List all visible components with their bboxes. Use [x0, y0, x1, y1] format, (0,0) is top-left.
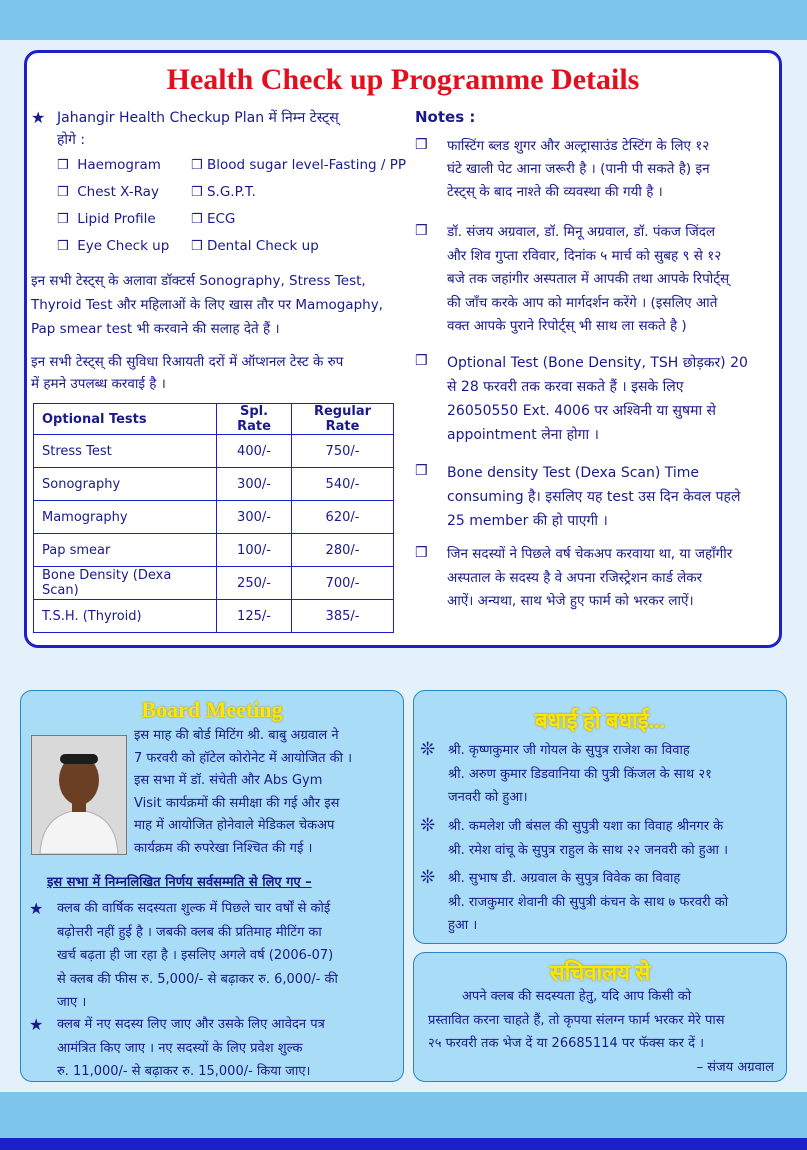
board-meeting-title: Board Meeting: [141, 697, 283, 722]
test-name-cell: Bone Density (Dexa Scan): [34, 567, 217, 600]
regular-rate-cell: 280/-: [292, 534, 394, 567]
note-line: अस्पताल के सदस्य है वे अपना रजिस्ट्रेशन कार्ड लेकर: [447, 569, 703, 586]
note-line: जिन सदस्यों ने पिछले वर्ष चेकअप करवाया था, या जहाँगीर: [447, 546, 733, 562]
checkbox-icon: ❒: [415, 545, 428, 561]
checkbox-icon: ❒: [57, 185, 69, 200]
checkbox-icon: ❒: [415, 137, 428, 153]
test-item: [191, 208, 406, 235]
note-item: [415, 221, 779, 339]
facility-line: में हमने उपलब्ध करवाई है ।: [31, 376, 166, 392]
star-icon: ★: [31, 108, 46, 127]
test-item: [191, 181, 406, 208]
checkbox-icon: ❒: [415, 223, 428, 239]
facility-paragraph: [31, 351, 411, 395]
intro-line: 7 फरवरी को हॉटेल कोरोनेट में आयोजित की ।: [134, 750, 353, 766]
table-row: [34, 435, 394, 468]
congrats-line: जनवरी को हुआ।: [448, 790, 528, 805]
checkbox-icon: ❒: [57, 158, 69, 173]
table-row: [34, 567, 394, 600]
star-icon: ★: [29, 1015, 44, 1034]
table-row: [34, 501, 394, 534]
test-label: Lipid Profile: [77, 211, 156, 227]
note-line: फास्टिंग ब्लड शुगर और अल्ट्रासाउंड टेस्टिंग के लिए १२: [447, 138, 710, 154]
test-name-cell: Pap smear: [34, 534, 217, 567]
special-rate-cell: 125/-: [217, 600, 292, 633]
test-item: [191, 235, 406, 262]
test-name-cell: T.S.H. (Thyroid): [34, 600, 217, 633]
congrats-line: श्री. रमेश वांचू के सुपुत्र राहुल के साथ २२ जनवरी को हुआ ।: [448, 842, 729, 858]
checkbox-icon: ❒: [191, 212, 203, 227]
congrats-line: श्री. अरुण कुमार डिडवानिया की पुत्री किंजल के साथ २१: [448, 766, 712, 782]
congratulations-panel: [413, 690, 787, 944]
congrats-item: [420, 815, 784, 862]
intro-line: Visit कार्यक्रमों की समीक्षा की गई और इस: [134, 795, 340, 811]
test-item: [191, 154, 406, 181]
test-item: [57, 154, 169, 181]
congrats-item: [420, 867, 784, 938]
note-line: की जाँच करके आप को मार्गदर्शन करेंगे । (इसलिए आते: [447, 294, 718, 311]
special-rate-cell: 300/-: [217, 468, 292, 501]
checkbox-icon: ❒: [57, 239, 69, 254]
decisions-heading: इस सभा में निम्नलिखित निर्णय सर्वसम्मति से लिए गए –: [47, 875, 312, 890]
table-row: [34, 600, 394, 633]
congrats-line: श्री. राजकुमार शेवानी की सुपुत्री कंचन के साथ ७ फरवरी को: [448, 894, 729, 910]
decision-line: बढ़ोत्तरी नहीं हुई है । जबकी क्लब की प्रतिमाह मीटिंग का: [57, 924, 322, 940]
test-label: Eye Check up: [77, 238, 170, 254]
note-line: घंटे खाली पेट आना जरूरी है । (पानी पी सकते है) इन: [447, 161, 710, 177]
special-rate-cell: 400/-: [217, 435, 292, 468]
plan-intro-line2: होगे :: [57, 132, 86, 148]
signature: – संजय अग्रवाल: [696, 1059, 774, 1075]
note-line: बजे तक जहांगीर अस्पताल में आपकी तथा आपके रिपोर्ट्स्: [447, 271, 730, 287]
flower-icon: ❊: [420, 739, 436, 760]
table-header-row: [34, 404, 394, 435]
intro-line: इस सभा में डॉ. संचेती और Abs Gym: [134, 773, 323, 788]
note-line: आऐं। अन्यथा, साथ भेजे हुए फार्म को भरकर लाऐं।: [447, 593, 694, 609]
test-label: Haemogram: [77, 157, 161, 173]
bottom-strip: [0, 1138, 807, 1150]
star-icon: ★: [29, 899, 44, 918]
decision-line: खर्च बढ़ता ही जा रहा है । इसलिए अगले वर्ष (2006-07): [57, 948, 334, 963]
note-line: से 28 फरवरी तक करवा सकते हैं । इसके लिए: [447, 379, 684, 395]
advice-line: Thyroid Test और महिलाओं के लिए खास तौर पर Mamogaphy,: [31, 297, 383, 313]
table-row: [34, 468, 394, 501]
message-line: २५ फरवरी तक भेज दें या 26685114 पर फॅक्स कर दें ।: [428, 1036, 705, 1051]
column-header: Optional Tests: [34, 404, 217, 435]
note-line: Optional Test (Bone Density, TSH छोड़कर) 20: [447, 355, 748, 371]
test-name-cell: Mamography: [34, 501, 217, 534]
intro-line: इस माह की बोर्ड मिटिंग श्री. बाबु अग्रवाल ने: [134, 728, 339, 743]
congrats-item: [420, 739, 784, 810]
column-header: Regular Rate: [292, 404, 394, 435]
regular-rate-cell: 385/-: [292, 600, 394, 633]
flower-icon: ❊: [420, 867, 436, 888]
decision-item: [27, 897, 401, 1015]
regular-rate-cell: 700/-: [292, 567, 394, 600]
regular-rate-cell: 540/-: [292, 468, 394, 501]
decision-item: [27, 1013, 401, 1084]
note-item: [415, 351, 779, 447]
message-line: प्रस्तावित करना चाहते हैं, तो कृपया संलग्न फार्म भरकर मेरे पास: [428, 1012, 725, 1028]
note-line: और शिव गुप्ता रविवार, दिनांक ५ मार्च को सुबह ९ से १२: [447, 247, 722, 264]
test-item: [57, 181, 169, 208]
test-item: [57, 235, 169, 262]
note-line: appointment लेना होगा ।: [447, 427, 599, 443]
member-photo: [31, 735, 127, 855]
intro-line: माह में आयोजित होनेवाले मेडिकल चेकअप: [134, 818, 335, 833]
congrats-line: श्री. कृष्णकुमार जी गोयल के सुपुत्र राजेश का विवाह: [448, 743, 690, 758]
message-line: अपने क्लब की सदस्यता हेतु, यदि आप किसी को: [462, 989, 692, 1004]
decision-line: रु. 11,000/- से बढ़ाकर रु. 15,000/- किया जाए।: [57, 1064, 311, 1079]
special-rate-cell: 250/-: [217, 567, 292, 600]
table-row: [34, 534, 394, 567]
congrats-line: हुआ ।: [448, 918, 478, 933]
person-photo-icon: [32, 736, 126, 854]
note-line: वक्त आपके पुराने रिपोर्ट्स् भी साथ ला सकते है ): [447, 318, 687, 334]
note-item: [415, 461, 779, 533]
decision-line: से क्लब की फीस रु. 5,000/- से बढ़ाकर रु. 6,000/- की: [57, 971, 338, 987]
decision-line: क्लब की वार्षिक सदस्यता शुल्क में पिछले चार वर्षों से कोई: [57, 901, 331, 916]
secretariat-panel: [413, 952, 787, 1082]
notes-title: Notes :: [415, 108, 476, 126]
top-band: [0, 0, 807, 40]
note-line: 25 member की हो पाएगी ।: [447, 513, 608, 529]
optional-tests-table: [33, 403, 394, 633]
special-rate-cell: 300/-: [217, 501, 292, 534]
page-title: Health Check up Programme Details: [166, 63, 640, 96]
checkbox-icon: ❒: [415, 353, 428, 369]
intro-line: कार्यक्रम की रुपरेखा निश्चित की गई ।: [134, 840, 313, 856]
congrats-line: श्री. सुभाष डी. अग्रवाल के सुपुत्र विवेक का विवाह: [448, 871, 681, 886]
checkbox-icon: ❒: [57, 212, 69, 227]
flower-icon: ❊: [420, 815, 436, 836]
note-item: [415, 135, 779, 204]
secretariat-title: सचिवालय से: [549, 960, 651, 985]
secretariat-message: [428, 985, 784, 1079]
advice-line: इन सभी टेस्ट्स् के अलावा डॉक्टर्स Sonography, Stress Test,: [31, 273, 366, 289]
special-rate-cell: 100/-: [217, 534, 292, 567]
regular-rate-cell: 750/-: [292, 435, 394, 468]
test-name-cell: Sonography: [34, 468, 217, 501]
decision-line: जाए ।: [57, 995, 87, 1010]
test-item: [57, 208, 169, 235]
congrats-line: श्री. कमलेश जी बंसल की सुपुत्री यशा का विवाह श्रीनगर के: [448, 819, 724, 834]
tests-right-column: [191, 154, 406, 262]
plan-intro-line1: Jahangir Health Checkup Plan में निम्न टेस्ट्स्: [57, 110, 339, 126]
test-label: ECG: [206, 211, 236, 227]
test-name-cell: Stress Test: [34, 435, 217, 468]
checkbox-icon: ❒: [191, 158, 203, 173]
board-intro: [134, 725, 402, 860]
note-line: 26050550 Ext. 4006 पर अश्विनी या सुषमा से: [447, 403, 717, 419]
decision-line: आमंत्रित किए जाए । नए सदस्यों के लिए प्रवेश शुल्क: [57, 1040, 303, 1056]
test-label: Dental Check up: [206, 238, 319, 254]
column-header: Spl. Rate: [217, 404, 292, 435]
note-line: टेस्ट्स् के बाद नाश्ते की व्यवस्था की गयी है ।: [447, 184, 663, 200]
note-line: डॉ. संजय अग्रवाल, डॉ. मिनू अग्रवाल, डॉ. पंकज जिंदल: [447, 224, 716, 240]
regular-rate-cell: 620/-: [292, 501, 394, 534]
advice-paragraph: [31, 269, 411, 341]
congratulations-title: बधाई हो बधाई...: [534, 708, 666, 733]
note-item: [415, 543, 779, 614]
checkbox-icon: ❒: [415, 463, 428, 479]
checkbox-icon: ❒: [191, 185, 203, 200]
test-label: Blood sugar level-Fasting / PP: [206, 157, 407, 173]
test-label: S.G.P.T.: [206, 184, 256, 200]
advice-line: Pap smear test भी करवाने की सलाह देते हैं ।: [31, 321, 280, 337]
board-meeting-panel: [20, 690, 404, 1082]
tests-left-column: [57, 154, 169, 262]
health-programme-panel: [24, 50, 782, 648]
test-label: Chest X-Ray: [77, 184, 159, 200]
decision-line: क्लब में नए सदस्य लिए जाए और उसके लिए आवेदन पत्र: [57, 1017, 325, 1032]
facility-line: इन सभी टेस्ट्स् की सुविधा रिआयती दरों में ऑप्शनल टेस्ट के रुप: [31, 354, 344, 370]
note-line: Bone density Test (Dexa Scan) Time: [447, 465, 700, 481]
note-line: consuming है। इसलिए यह test उस दिन केवल पहले: [447, 489, 741, 505]
checkbox-icon: ❒: [191, 239, 203, 254]
